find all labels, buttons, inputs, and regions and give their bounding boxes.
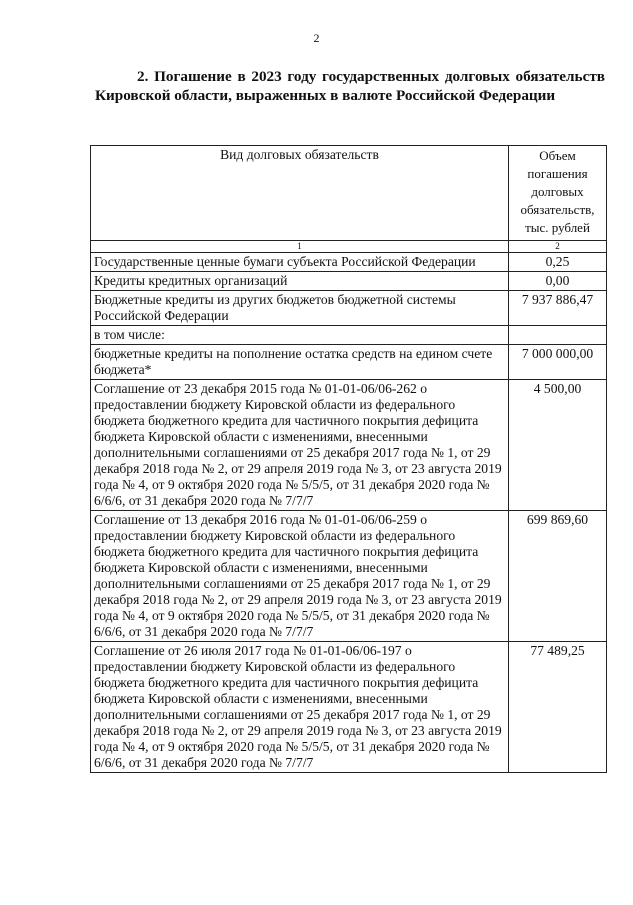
debt-obligations-table: [90, 145, 607, 773]
table-header-row: [91, 146, 607, 241]
row-name: Соглашение от 13 декабря 2016 года № 01-01-06/06-259 о предоставлении бюджету Кировской области из федерального бюджета бюджетного кредита для частичного покрытия дефицита бюджета Кировской области с изменениями, внесенными дополнительными соглашениями от 25 декабря 2017 года № 1, от 29 декабря 2018 года № 2, от 29 апреля 2019 года № 3, от 23 августа 2019 года № 4, от 9 октября 2020 года № 5/5/5, от 31 декабря 2020 года № 6/6/6, от 31 декабря 2020 года № 7/7/7: [91, 511, 509, 642]
table-row: [91, 511, 607, 642]
row-value: 699 869,60: [509, 511, 607, 642]
table-row: [91, 272, 607, 291]
table-row: [91, 291, 607, 326]
page-number: 2: [313, 31, 320, 45]
header-obligation-type: Вид долговых обязательств: [91, 146, 509, 241]
table-row: [91, 326, 607, 345]
section-title: 2. Погашение в 2023 году государственных долговых обязательств Кировской области, выраженных в валюте Российской Федерации: [95, 68, 605, 104]
table-row: [91, 345, 607, 380]
column-number-2: 2: [509, 241, 607, 253]
row-value: 0,00: [509, 272, 607, 291]
row-value: 77 489,25: [509, 642, 607, 773]
column-number-row: [91, 241, 607, 253]
row-name: бюджетные кредиты на пополнение остатка средств на едином счете бюджета*: [91, 345, 509, 380]
header-repayment-volume: Объем погашения долговых обязательств, тыс. рублей: [509, 146, 607, 241]
row-value: [509, 326, 607, 345]
row-name: Соглашение от 26 июля 2017 года № 01-01-06/06-197 о предоставлении бюджету Кировской области из федерального бюджета бюджетного кредита для частичного покрытия дефицита бюджета Кировской области с изменениями, внесенными дополнительными соглашениями от 25 декабря 2017 года № 1, от 29 декабря 2018 года № 2, от 29 апреля 2019 года № 3, от 23 августа 2019 года № 4, от 9 октября 2020 года № 5/5/5, от 31 декабря 2020 года № 6/6/6, от 31 декабря 2020 года № 7/7/7: [91, 642, 509, 773]
row-value: 0,25: [509, 253, 607, 272]
table-row: [91, 642, 607, 773]
row-name: в том числе:: [91, 326, 509, 345]
row-name: Бюджетные кредиты из других бюджетов бюджетной системы Российской Федерации: [91, 291, 509, 326]
row-name: Государственные ценные бумаги субъекта Российской Федерации: [91, 253, 509, 272]
row-value: 7 000 000,00: [509, 345, 607, 380]
row-name: Соглашение от 23 декабря 2015 года № 01-01-06/06-262 о предоставлении бюджету Кировской области из федерального бюджета бюджетного кредита для частичного покрытия дефицита бюджета Кировской области с изменениями, внесенными дополнительными соглашениями от 25 декабря 2017 года № 1, от 29 декабря 2018 года № 2, от 29 апреля 2019 года № 3, от 23 августа 2019 года № 4, от 9 октября 2020 года № 5/5/5, от 31 декабря 2020 года № 6/6/6, от 31 декабря 2020 года № 7/7/7: [91, 380, 509, 511]
table-row: [91, 380, 607, 511]
row-name: Кредиты кредитных организаций: [91, 272, 509, 291]
row-value: 7 937 886,47: [509, 291, 607, 326]
row-value: 4 500,00: [509, 380, 607, 511]
table-row: [91, 253, 607, 272]
column-number-1: 1: [91, 241, 509, 253]
